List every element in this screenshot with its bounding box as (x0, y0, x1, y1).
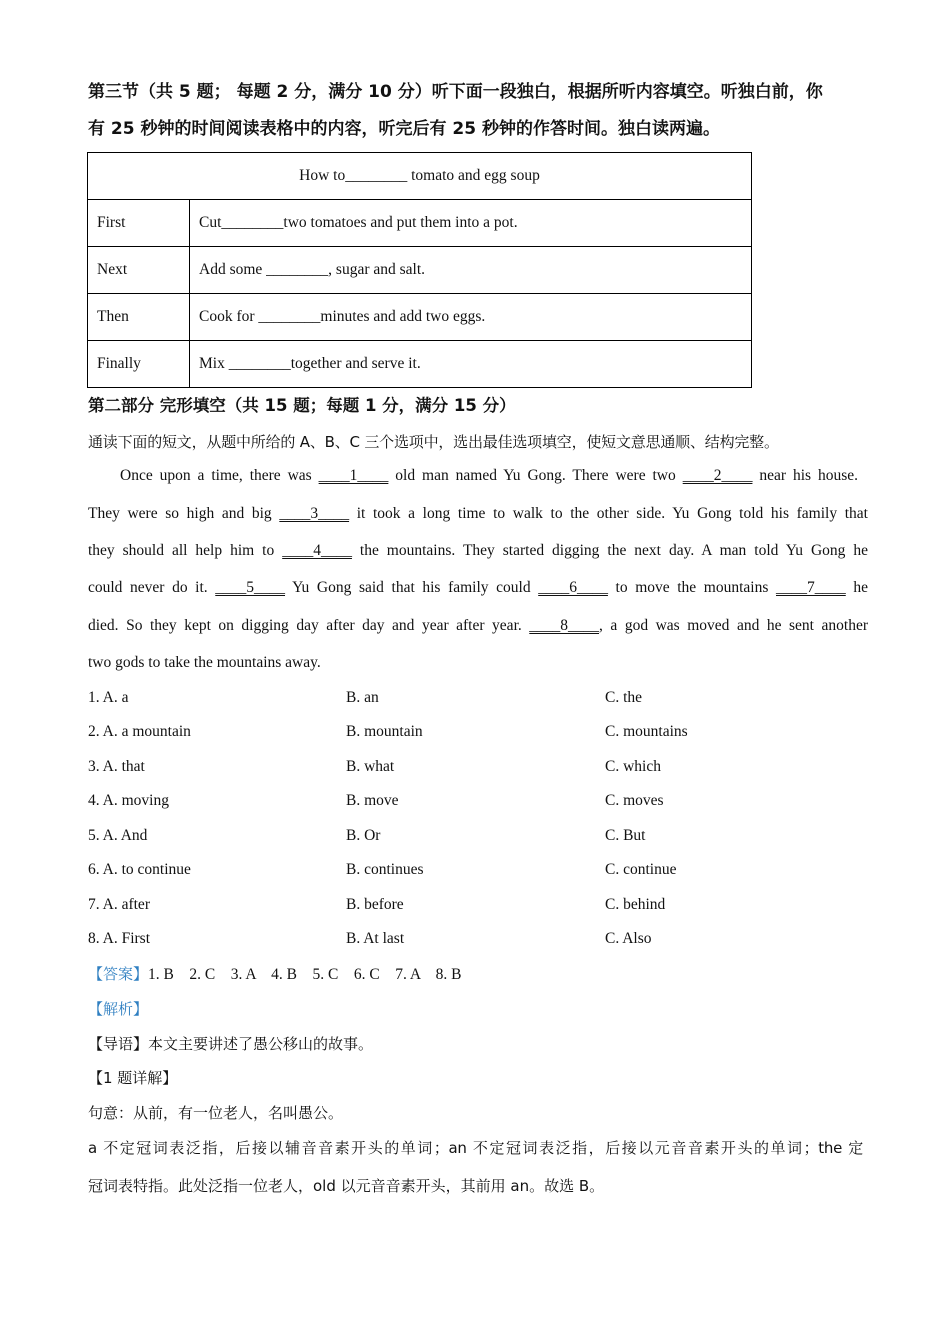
blank-6: ____6____ (538, 579, 608, 596)
option-row (88, 858, 868, 882)
table-row (88, 294, 752, 341)
option-c: C. which (605, 758, 661, 775)
answer-line (88, 962, 462, 987)
option-b: B. what (346, 758, 395, 775)
option-a: 1. A. a (88, 689, 129, 706)
analysis-label: 【解析】 (88, 1000, 149, 1018)
blank-1: ____1____ (318, 467, 389, 484)
option-row (88, 789, 868, 813)
option-b: B. Or (346, 827, 381, 844)
step-label: Next (88, 247, 190, 294)
option-b: B. mountain (346, 723, 423, 740)
blank-3: ____3____ (279, 505, 350, 522)
passage-line (88, 539, 868, 563)
passage-text: he (845, 579, 868, 596)
option-b: B. move (346, 792, 399, 809)
blank-4: ____4____ (282, 542, 352, 559)
option-a: 4. A. moving (88, 792, 169, 809)
step-label: First (88, 200, 190, 247)
passage-line (88, 576, 868, 600)
table-row (88, 341, 752, 388)
option-c: C. mountains (605, 723, 688, 740)
blank-7: ____7____ (776, 579, 846, 596)
step-text: Cook for ________minutes and add two eggs. (190, 294, 752, 341)
option-a: 3. A. that (88, 758, 145, 775)
step-text: Mix ________together and serve it. (190, 341, 752, 388)
option-c: C. behind (605, 896, 666, 913)
part2-heading: 第二部分 完形填空（共 15 题；每题 1 分，满分 15 分） (88, 396, 516, 415)
passage-text: Once upon a time, there was (120, 467, 319, 484)
option-c: C. Also (605, 930, 652, 947)
passage-text: , a god was moved and he sent another (599, 617, 868, 634)
option-b: B. before (346, 896, 404, 913)
option-row (88, 893, 868, 917)
step-label: Then (88, 294, 190, 341)
passage-text: died. So they kept on digging day after day and year after year. (88, 617, 530, 634)
answer-label: 【答案】 (88, 965, 149, 983)
guide-text: 【导语】本文主要讲述了愚公移山的故事。 (88, 1035, 374, 1053)
section3-instruction-line2: 有 25 秒钟的时间阅读表格中的内容，听完后有 25 秒钟的作答时间。独白读两遍。 (88, 119, 720, 139)
passage-text: it took a long time to walk to the other side. Yu Gong told his family that (349, 505, 868, 522)
passage-text: could never do it. (88, 579, 216, 596)
blank-2: ____2____ (682, 467, 753, 484)
q1-meaning: 句意：从前，有一位老人，名叫愚公。 (88, 1104, 344, 1122)
option-c: C. continue (605, 861, 677, 878)
passage-text: Yu Gong said that his family could (285, 579, 539, 596)
passage-text: to move the mountains (607, 579, 776, 596)
q1-explanation-line1: a 不定冠词表泛指，后接以辅音音素开头的单词；an 不定冠词表泛指，后接以元音音素开头的单词；the 定 (88, 1139, 863, 1157)
table-row (88, 200, 752, 247)
passage-line (120, 464, 858, 488)
blank-5: ____5____ (215, 579, 286, 596)
passage-text: old man named Yu Gong. There were two (388, 467, 683, 484)
step-label: Finally (88, 341, 190, 388)
passage-text: the mountains. They started digging the next day. A man told Yu Gong he (351, 542, 869, 559)
passage-line (88, 502, 868, 526)
option-row (88, 755, 868, 779)
option-b: B. At last (346, 930, 405, 947)
option-c: C. the (605, 689, 643, 706)
q1-explanation-line2: 冠词表特指。此处泛指一位老人，old 以元音音素开头，其前用 an。故选 B。 (88, 1177, 605, 1195)
option-row (88, 824, 868, 848)
option-row (88, 720, 868, 744)
option-b: B. an (346, 689, 379, 706)
option-c: C. moves (605, 792, 664, 809)
passage-text: They were so high and big (88, 505, 280, 522)
section3-instruction-line1: 第三节（共 5 题； 每题 2 分，满分 10 分）听下面一段独白，根据所听内容填空。听独白前，你 (88, 82, 823, 102)
blank-8: ____8____ (529, 617, 600, 634)
option-b: B. continues (346, 861, 424, 878)
table-row (88, 247, 752, 294)
table-title: How to________ tomato and egg soup (88, 153, 752, 200)
option-row (88, 927, 868, 951)
answer-values: 1. B 2. C 3. A 4. B 5. C 6. C 7. A 8. B (148, 966, 462, 983)
option-a: 7. A. after (88, 896, 150, 913)
option-a: 2. A. a mountain (88, 723, 191, 740)
option-c: C. But (605, 827, 646, 844)
part2-instruction: 通读下面的短文，从题中所给的 A、B、C 三个选项中，选出最佳选项填空，使短文意思通顺、结构完整。 (88, 433, 779, 451)
passage-line: two gods to take the mountains away. (88, 654, 321, 671)
passage-text: near his house. (752, 467, 858, 484)
table-row (88, 153, 752, 200)
option-a: 8. A. First (88, 930, 151, 947)
option-row (88, 686, 868, 710)
option-a: 5. A. And (88, 827, 148, 844)
passage-line (88, 614, 868, 638)
q1-title: 【1 题详解】 (88, 1069, 178, 1087)
passage-text: they should all help him to (88, 542, 283, 559)
step-text: Add some ________, sugar and salt. (190, 247, 752, 294)
option-a: 6. A. to continue (88, 861, 191, 878)
recipe-table (87, 152, 752, 388)
step-text: Cut________two tomatoes and put them into a pot. (190, 200, 752, 247)
